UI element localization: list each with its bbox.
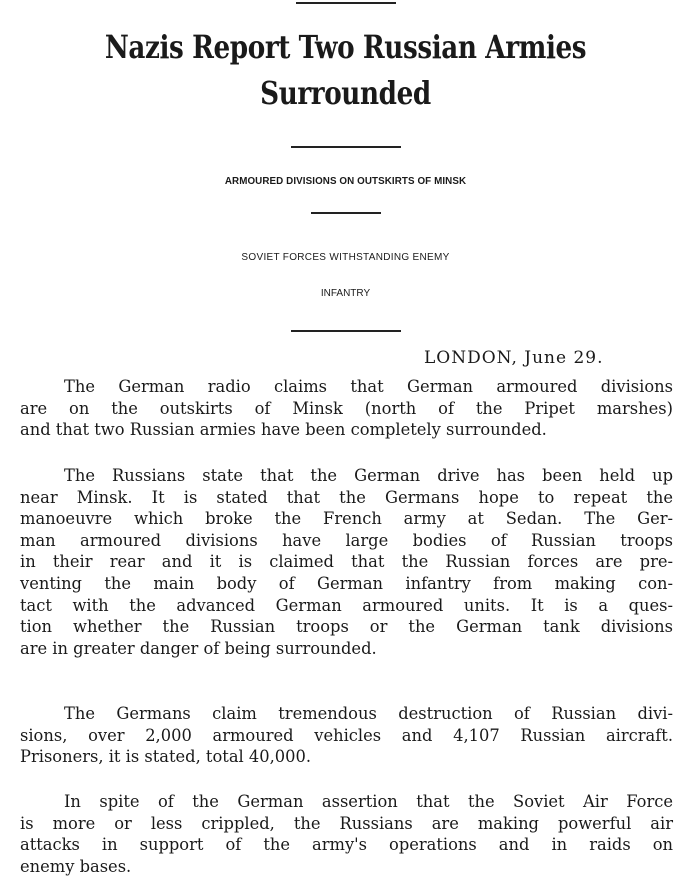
paragraph-line: is more or less crippled, the Russians are making powerful air bbox=[20, 813, 673, 833]
article-paragraph-2 bbox=[20, 465, 673, 659]
paragraph-line: are in greater danger of being surrounded. bbox=[20, 638, 377, 658]
paragraph-line: venting the main body of German infantry from making con- bbox=[20, 573, 673, 593]
paragraph-line: man armoured divisions have large bodies of Russian troops bbox=[20, 530, 673, 550]
paragraph-line: tion whether the Russian troops or the German tank divisions bbox=[20, 617, 673, 637]
headline-line-2: Surrounded bbox=[260, 74, 431, 112]
article-paragraph-3 bbox=[20, 703, 673, 768]
article-paragraph-1 bbox=[20, 376, 673, 441]
paragraph-line: The Germans claim tremendous destruction of Russian divi- bbox=[64, 704, 673, 723]
headline-line-1: Nazis Report Two Russian Armies bbox=[104, 28, 587, 66]
subheadline-secondary-line-1: SOVIET FORCES WITHSTANDING ENEMY bbox=[241, 252, 450, 263]
rule-above-article bbox=[291, 330, 401, 332]
paragraph-line: The Russians state that the German drive has been held up bbox=[64, 466, 673, 485]
paragraph-line: attacks in support of the army's operations and in raids on bbox=[20, 835, 673, 855]
paragraph-line: enemy bases. bbox=[20, 856, 132, 876]
paragraph-line: and that two Russian armies have been completely surrounded. bbox=[20, 420, 547, 440]
rule-below-headline bbox=[291, 146, 401, 148]
paragraph-line: are on the outskirts of Minsk (north of the Pripet marshes) bbox=[20, 398, 673, 418]
rule-below-subheadline bbox=[311, 212, 381, 214]
paragraph-line: The German radio claims that German armoured divisions bbox=[64, 377, 673, 396]
subheadline-secondary-line-2: INFANTRY bbox=[320, 288, 371, 299]
headline bbox=[62, 24, 629, 116]
dateline: LONDON, June 29. bbox=[424, 348, 604, 368]
paragraph-line: near Minsk. It is stated that the Germans hope to repeat the bbox=[20, 487, 673, 507]
paragraph-line: sions, over 2,000 armoured vehicles and 4,107 Russian aircraft. bbox=[20, 725, 673, 745]
paragraph-line: in their rear and it is claimed that the Russian forces are pre- bbox=[20, 552, 673, 572]
subheadline-primary: ARMOURED DIVISIONS ON OUTSKIRTS OF MINSK bbox=[224, 176, 467, 187]
top-rule bbox=[296, 2, 396, 4]
paragraph-line: In spite of the German assertion that the Soviet Air Force bbox=[64, 792, 673, 811]
paragraph-line: Prisoners, it is stated, total 40,000. bbox=[20, 747, 312, 767]
paragraph-line: manoeuvre which broke the French army at Sedan. The Ger- bbox=[20, 509, 673, 529]
paragraph-line: tact with the advanced German armoured units. It is a ques- bbox=[20, 595, 673, 615]
subheadline-secondary bbox=[0, 240, 691, 312]
article-paragraph-4 bbox=[20, 791, 673, 877]
